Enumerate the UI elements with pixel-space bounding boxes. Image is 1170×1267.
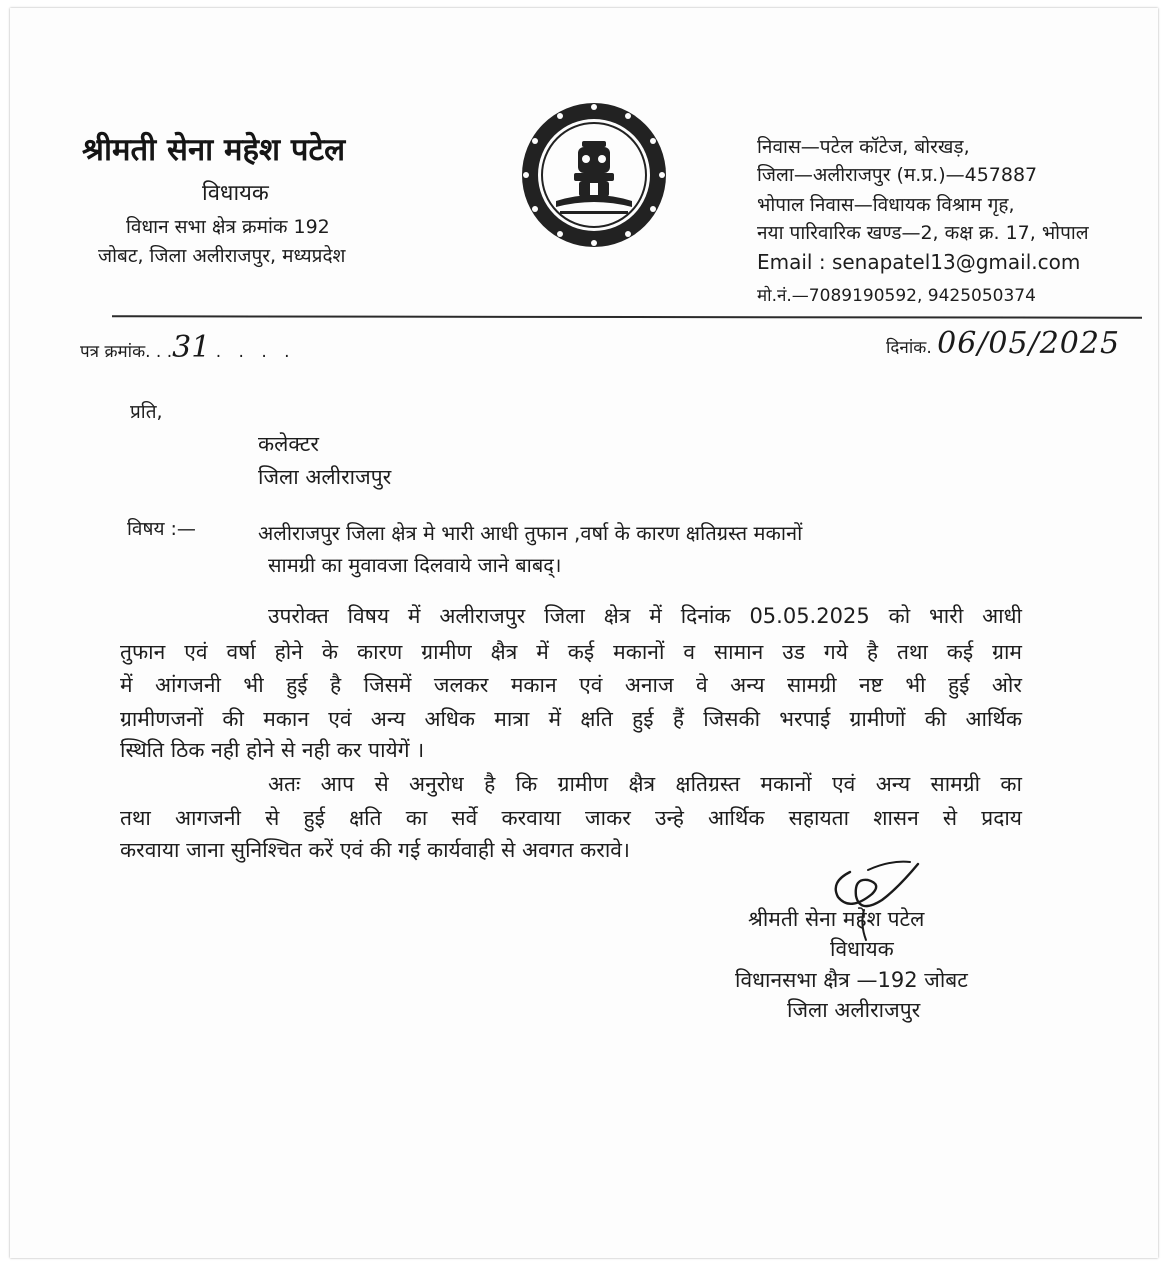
subject-label: विषय :—: [127, 518, 196, 540]
body-line: स्थिति ठिक नही होने से नही कर पायेगें ।: [120, 738, 425, 762]
subject-line-1: अलीराजपुर जिला क्षेत्र मे भारी आधी तुफान ,वर्षा के कारण क्षतिग्रस्त मकानों: [258, 521, 803, 545]
body-line: उपरोक्त विषय में अलीराजपुर जिला क्षेत्र में दिनांक 05.05.2025 को भारी आधी: [268, 604, 1022, 628]
ref-trail: . . . .: [215, 342, 296, 362]
sender-name: श्रीमती सेना महेश पटेल: [82, 132, 346, 168]
body-line: तुफान एवं वर्षा होने के कारण ग्रामीण क्षैत्र में कई मकानों व सामान उड गये है तथा कई ग्राम: [120, 640, 1022, 664]
signatory-designation: विधायक: [830, 937, 894, 961]
body-line: ग्रामीणजनों की मकान एवं अन्य अधिक मात्रा में क्षति हुई हैं जिसकी भरपाई ग्रामीणों की आर्थिक: [120, 707, 1022, 731]
recipient-line-1: कलेक्टर: [258, 432, 319, 456]
mp-vidhan-sabha-seal-icon: [516, 97, 672, 253]
date-value: 06/05/2025: [937, 326, 1121, 361]
subject-line-2: सामग्री का मुवावजा दिलवाये जाने बाबद्।: [268, 553, 562, 577]
address-line-1: निवास—पटेल कॉटेज, बोरखड़,: [757, 136, 970, 158]
email-line: Email : senapatel13@gmail.com: [757, 250, 1081, 274]
body-line: अतः आप से अनुरोध है कि ग्रामीण क्षैत्र क्षतिग्रस्त मकानों एवं अन्य सामग्री का: [268, 772, 1022, 796]
letter-reference: [80, 330, 296, 365]
recipient-line-2: जिला अलीराजपुर: [258, 465, 392, 489]
signatory-name: श्रीमती सेना महेश पटेल: [748, 907, 925, 931]
date-label: दिनांक.: [886, 338, 932, 358]
sender-constituency: विधान सभा क्षेत्र क्रमांक 192: [126, 216, 330, 238]
phone-line: मो.नं.—7089190592, 9425050374: [757, 286, 1036, 306]
address-line-3: भोपाल निवास—विधायक विश्राम गृह,: [757, 194, 1015, 216]
signatory-constituency: विधानसभा क्षैत्र —192 जोबट: [735, 968, 968, 992]
signatory-district: जिला अलीराजपुर: [787, 998, 921, 1022]
sender-designation: विधायक: [202, 181, 269, 206]
body-line: में आंगजनी भी हुई है जिसमें जलकर मकान एवं अनाज वे अन्य सामग्री नष्ट भी हुई ओर: [120, 673, 1022, 697]
body-line: करवाया जाना सुनिश्चित करें एवं की गई कार्यवाही से अवगत करावे।: [120, 838, 630, 862]
letter-date: [886, 326, 1120, 361]
body-line: तथा आगजनी से हुई क्षति का सर्वे करवाया जाकर उन्हे आर्थिक सहायता शासन से प्रदाय: [120, 806, 1022, 830]
address-line-4: नया पारिवारिक खण्ड—2, कक्ष क्र. 17, भोपाल: [757, 222, 1089, 244]
sender-place: जोबट, जिला अलीराजपुर, मध्यप्रदेश: [98, 245, 346, 267]
salutation: प्रति,: [130, 401, 163, 423]
ref-label: पत्र क्रमांक. . .: [80, 342, 173, 362]
ref-number: 31: [172, 330, 211, 365]
address-line-2: जिला—अलीराजपुर (म.प्र.)—457887: [757, 164, 1038, 186]
